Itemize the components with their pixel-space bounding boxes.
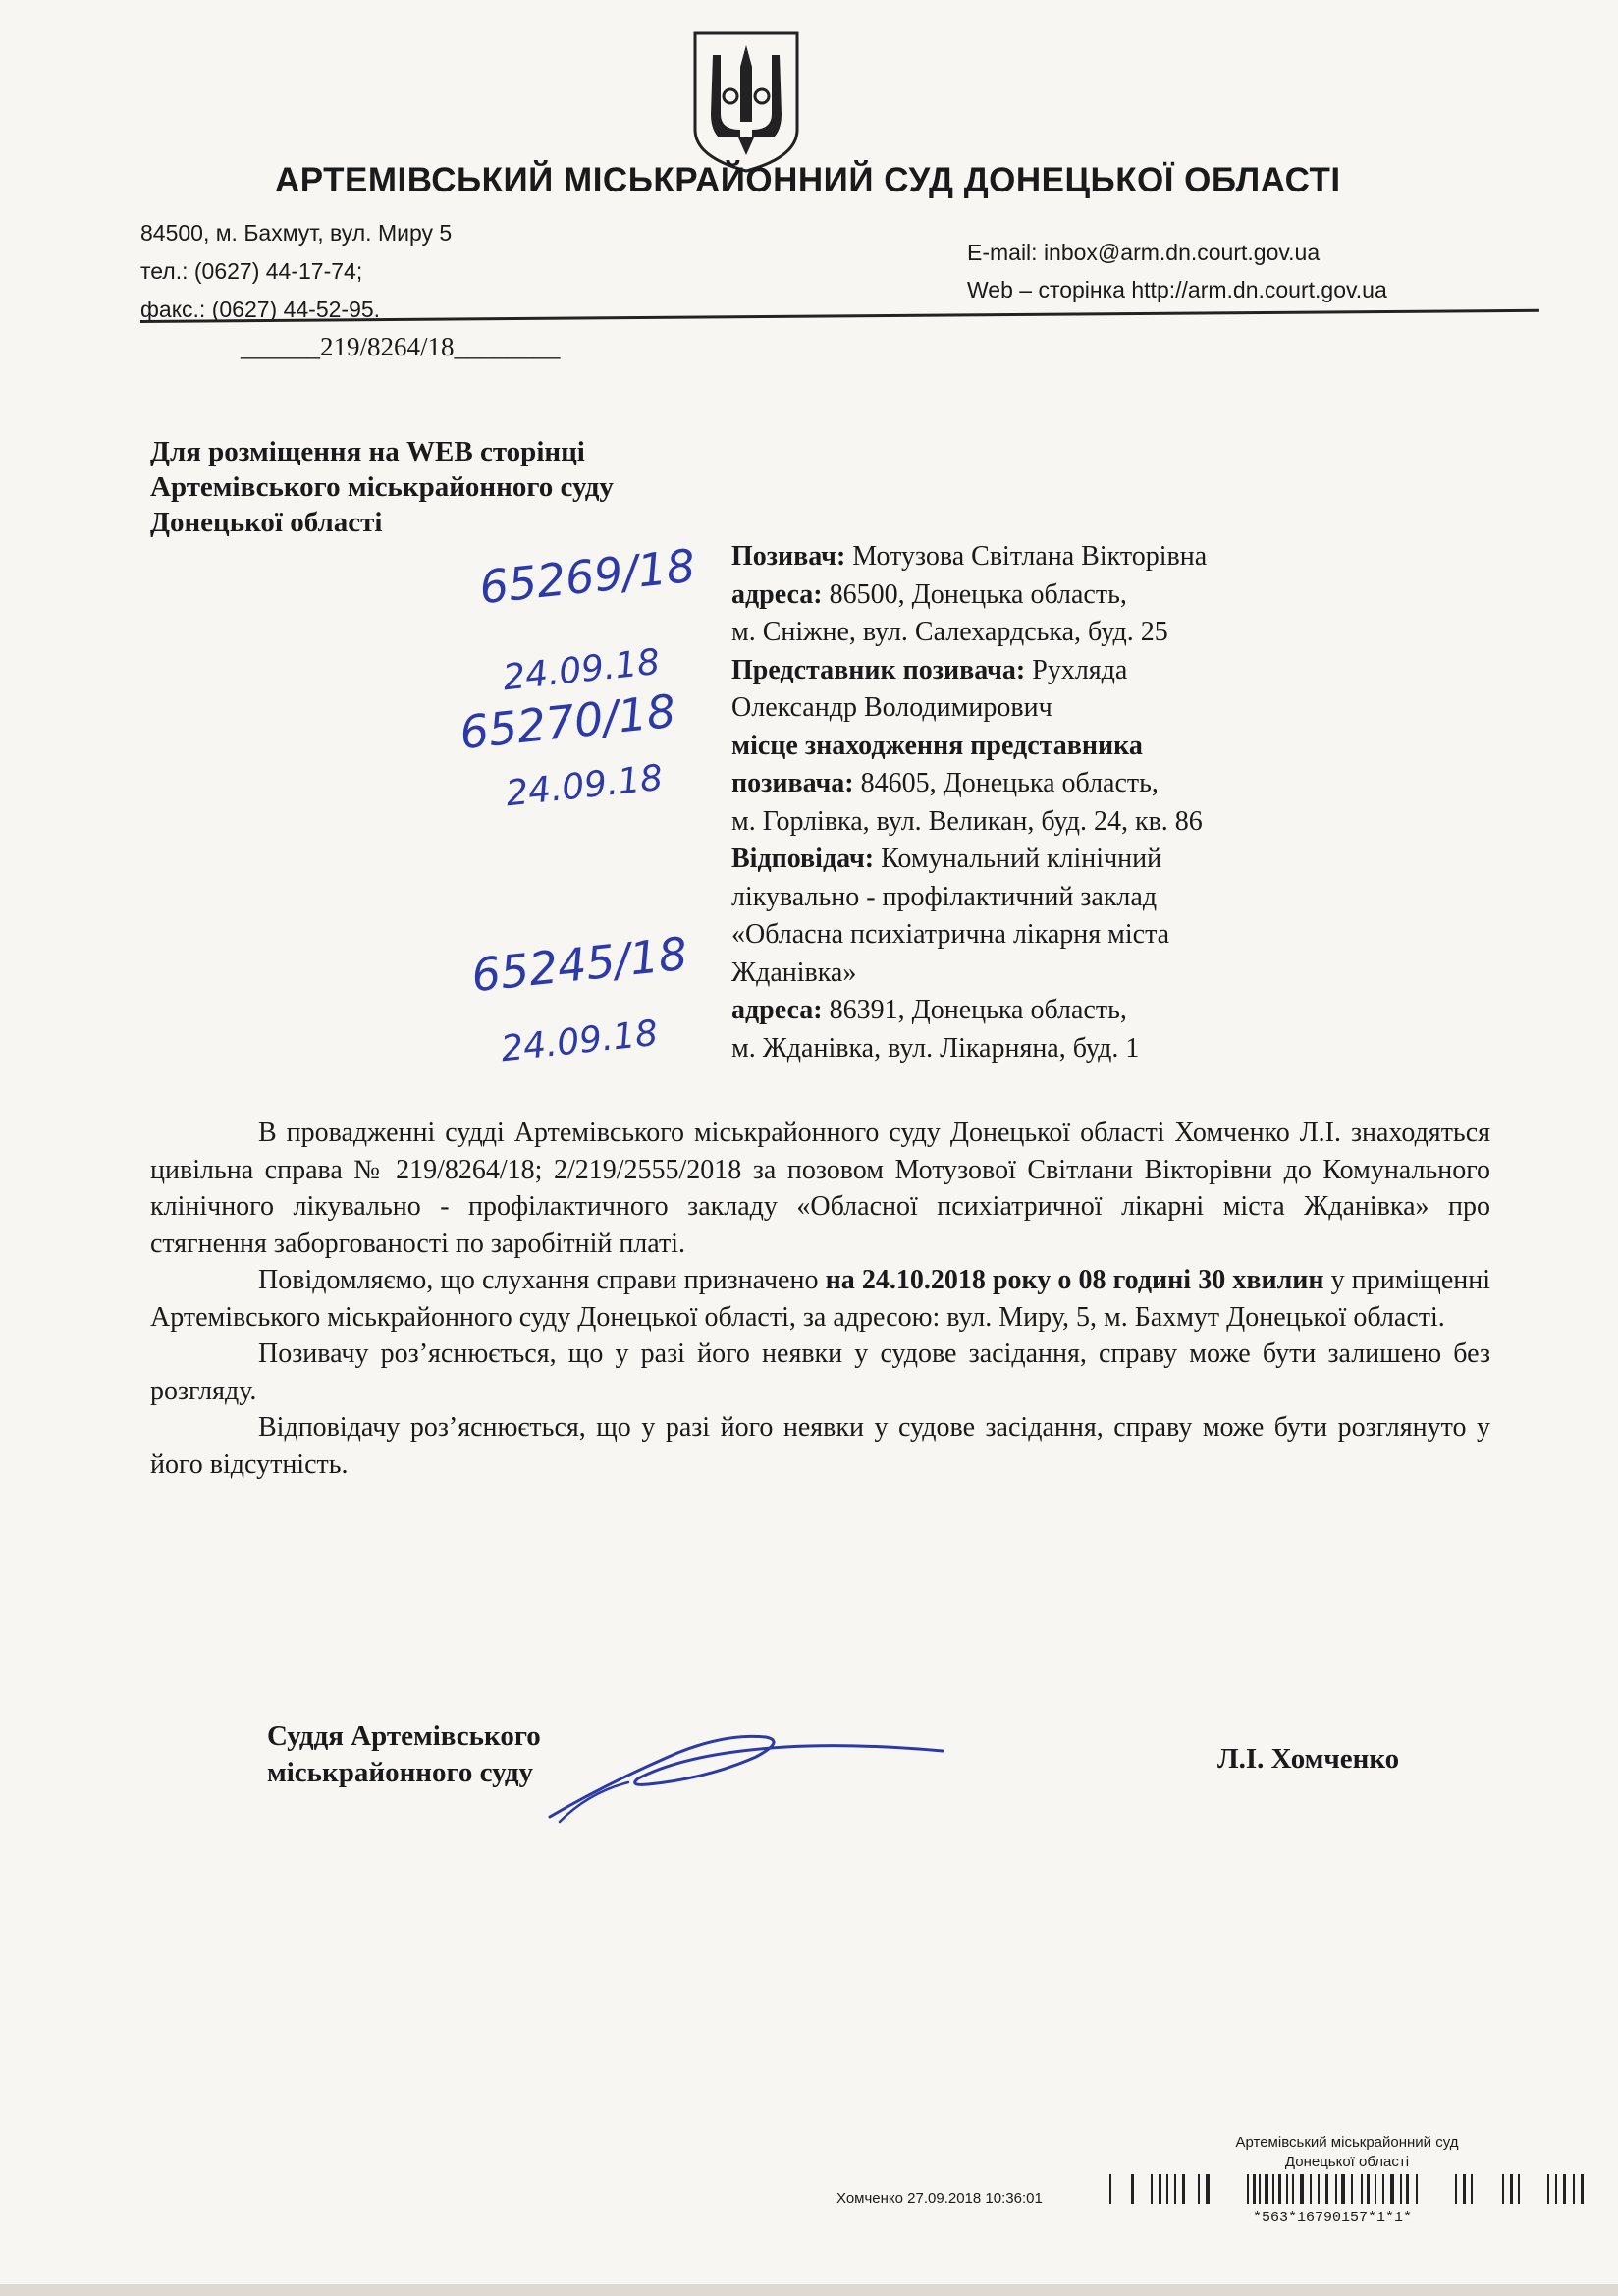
defendant-line3: «Обласна психіатрична лікарня міста — [731, 919, 1170, 950]
barcode-icon — [1109, 2172, 1586, 2208]
handwritten-reg-number: 65269/18 — [476, 538, 698, 615]
plaintiff-line: Позивач: Мотузова Світлана Вікторівна — [731, 541, 1208, 572]
representative-line: Представник позивача: Рухляда — [731, 654, 1128, 685]
handwritten-reg-date: 24.09.18 — [499, 1012, 661, 1070]
court-email: E-mail: inbox@arm.dn.court.gov.ua — [967, 240, 1321, 265]
court-fax: факс.: (0627) 44-52-95. — [140, 297, 381, 322]
stamp-court-line: Артемівський міськрайонний суд — [1235, 2134, 1459, 2151]
body-paragraph: Позивачу роз’яснюється, що у разі його неявки у судове засідання, справу може бути залишено без розгляду. — [150, 1339, 1490, 1406]
defendant-line: Відповідач: Комунальний клінічний — [731, 844, 1162, 874]
court-name-heading: АРТЕМІВСЬКИЙ МІСЬКРАЙОННИЙ СУД ДОНЕЦЬКОЇ ОБЛАСТІ — [275, 161, 1341, 199]
web-placement-note — [150, 434, 614, 540]
representative-location-label: місце знаходження представника — [731, 730, 1143, 761]
handwritten-signature-icon — [530, 1723, 962, 1831]
handwritten-reg-number: 65270/18 — [457, 683, 678, 760]
stamp-court-line: Донецької області — [1284, 2154, 1410, 2170]
registry-stamp-court — [1200, 2133, 1494, 2172]
body-paragraph: Відповідачу роз’яснюється, що у разі його неявки у судове засідання, справу може бути розглянуто у його відсутність. — [150, 1412, 1490, 1480]
web-placement-line: Артемівського міськрайонного суду — [150, 471, 614, 503]
representative-location-line2: м. Горлівка, вул. Великан, буд. 24, кв. 86 — [731, 805, 1203, 837]
judge-title-line: міськрайонного суду — [267, 1757, 534, 1788]
web-placement-line: Для розміщення на WEB сторінці — [150, 436, 585, 467]
parties-block — [731, 538, 1340, 1067]
defendant-address-line: адреса: 86391, Донецька область, — [731, 995, 1127, 1025]
scan-edge — [0, 2284, 1618, 2296]
defendant-line4: Жданівка» — [731, 957, 857, 988]
plaintiff-address-line: адреса: 86500, Донецька область, — [731, 578, 1127, 610]
barcode-number: *563*16790157*1*1* — [1253, 2210, 1413, 2226]
defendant-line2: лікувально - профілактичний заклад — [731, 881, 1158, 912]
handwritten-reg-date: 24.09.18 — [504, 757, 666, 815]
body-paragraph-hearing: Повідомляємо, що слухання справи призначено на 24.10.2018 року о 08 годині 30 хвилин у приміщенні Артемівського міськрайонного суду Донецької області, за адресою: вул. Миру, 5, м. Бахмут Донецької області. — [150, 1265, 1491, 1333]
judge-name: Л.І. Хомченко — [1217, 1743, 1400, 1775]
defendant-address-line2: м. Жданівка, вул. Лікарняна, буд. 1 — [731, 1032, 1140, 1064]
representative-location-line: позивача: 84605, Донецька область, — [731, 768, 1159, 798]
registry-stamp-meta: Хомченко 27.09.2018 10:36:01 — [836, 2190, 1043, 2207]
representative-line2: Олександр Володимирович — [731, 692, 1052, 723]
court-web: Web – сторінка http://arm.dn.court.gov.ua — [967, 277, 1387, 302]
court-phone: тел.: (0627) 44-17-74; — [140, 258, 363, 284]
web-placement-line: Донецької області — [150, 507, 383, 538]
case-number: ______219/8264/18________ — [241, 332, 561, 361]
court-address: 84500, м. Бахмут, вул. Миру 5 — [140, 220, 453, 246]
handwritten-reg-date: 24.09.18 — [501, 641, 663, 699]
judge-title-line: Суддя Артемівського — [267, 1721, 541, 1752]
trident-emblem-icon — [687, 27, 805, 175]
notice-body — [150, 1115, 1490, 1483]
plaintiff-address-line2: м. Сніжне, вул. Салехардська, буд. 25 — [731, 617, 1168, 647]
body-paragraph: В провадженні судді Артемівського міськрайонного суду Донецької області Хомченко Л.І. знаходяться цивільна справа № 219/8264/18; 2/219/2555/2018 за позовом Мотузової Світлани Вікторівни до Комунального клінічного лікувально - профілактичного закладу «Обласної психіатричної лікарні міста Жданівка» про стягнення заборгованості по заробітній платі. — [150, 1118, 1490, 1259]
handwritten-reg-number: 65245/18 — [468, 926, 690, 1003]
judge-title — [267, 1719, 541, 1791]
